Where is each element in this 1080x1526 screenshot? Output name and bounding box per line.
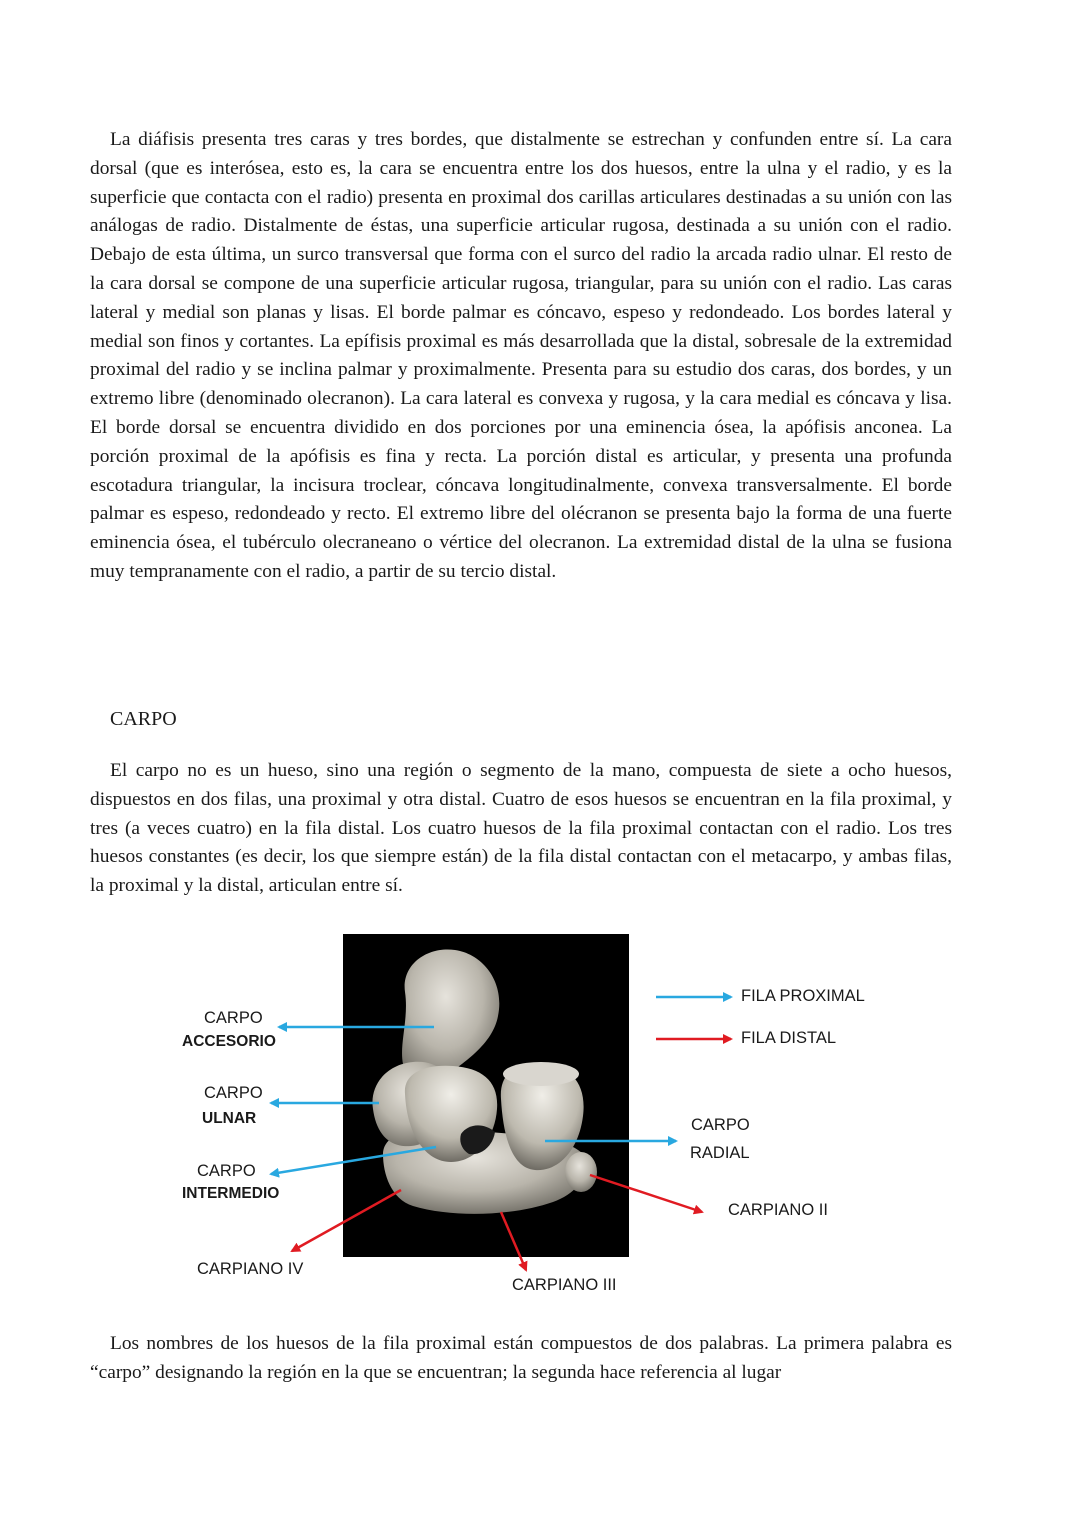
paragraph-ulna-description: La diáfisis presenta tres caras y tres bordes, que distalmente se estrechan y confunden entre sí. La cara dorsal (que es interósea, esto es, la cara se encuentra entre los dos huesos, entre la ulna y el radio, y es la superficie que contacta con el radio) presenta en proximal dos carillas articulares destinadas a su unión con las análogas de radio. Distalmente de éstas, una superficie articular rugosa, destinada a su unión con el radio. Debajo de esta última, un surco transversal que forma con el surco del radio la arcada radio ulnar. El resto de la cara dorsal se compone de una superficie articular rugosa, triangular, para su unión con el radio. Las caras lateral y medial son planas y lisas. El borde palmar es cóncavo, espeso y redondeado. Los bordes lateral y medial son finos y cortantes. La epífisis proximal es más desarrollada que la distal, sobresale de la extremidad proximal del radio y se inclina palmar y proximalmente. Presenta para su estudio dos caras, dos bordes, y un extremo libre (denominado olecranon). La cara lateral es convexa y rugosa, y la cara medial es cóncava y lisa. El borde dorsal se encuentra dividido en dos porciones por una eminencia ósea, la apófisis anconea. La porción proximal de la apófisis es fina y recta. La porción distal es articular, y presenta una profunda escotadura triangular, la incisura troclear, cóncava longitudinalmente, convexa transversalmente. El borde palmar es espeso, redondeado y recto. El extremo libre del olécranon se presenta bajo la forma de una fuerte eminencia ósea, el tubérculo olecraneano o vértice del olecranon. La extremidad distal de la ulna se fusiona muy tempranamente con el radio, a partir de su tercio distal. bbox=[90, 129, 952, 582]
arrow-carpiano-iv bbox=[292, 1190, 401, 1251]
arrow-carpo-intermedio bbox=[271, 1147, 436, 1174]
legend-fila-distal: FILA DISTAL bbox=[741, 1029, 837, 1047]
label-carpo-intermedio-line2: INTERMEDIO bbox=[182, 1185, 280, 1202]
label-carpo-accesorio-line1: CARPO bbox=[204, 1009, 263, 1027]
label-carpo-accesorio-line2: ACCESORIO bbox=[182, 1033, 276, 1050]
label-carpiano-iii: CARPIANO III bbox=[512, 1276, 617, 1294]
label-carpiano-ii: CARPIANO II bbox=[728, 1201, 828, 1219]
label-carpo-intermedio-line1: CARPO bbox=[197, 1162, 256, 1180]
figure-arrows bbox=[0, 925, 1080, 1315]
arrow-carpiano-iii bbox=[501, 1212, 526, 1270]
label-carpo-ulnar-line2: ULNAR bbox=[202, 1110, 257, 1127]
label-carpo-ulnar-line1: CARPO bbox=[204, 1084, 263, 1102]
label-carpiano-iv: CARPIANO IV bbox=[197, 1260, 304, 1278]
arrow-carpiano-ii bbox=[590, 1175, 702, 1212]
section-heading-carpo: CARPO bbox=[110, 708, 177, 730]
label-carpo-radial-line2: RADIAL bbox=[690, 1144, 750, 1162]
legend-fila-proximal: FILA PROXIMAL bbox=[741, 987, 865, 1005]
carpus-figure bbox=[0, 925, 1080, 1315]
label-carpo-radial-line1: CARPO bbox=[691, 1116, 750, 1134]
paragraph-proximal-row-names: Los nombres de los huesos de la fila proximal están compuestos de dos palabras. La primera palabra es “carpo” designando la región en la que se encuentran; la segunda hace referencia al lugar bbox=[90, 1333, 952, 1383]
paragraph-carpo-intro: El carpo no es un hueso, sino una región o segmento de la mano, compuesta de siete a ocho huesos, dispuestos en dos filas, una proximal y otra distal. Cuatro de esos huesos se encuentran en la fila proximal, y tres (a veces cuatro) en la fila distal. Los cuatro huesos de la fila proximal contactan con el radio. Los tres huesos constantes (es decir, los que siempre están) de la fila distal contactan con el metacarpo, y ambas filas, la proximal y la distal, articulan entre sí. bbox=[90, 760, 952, 897]
